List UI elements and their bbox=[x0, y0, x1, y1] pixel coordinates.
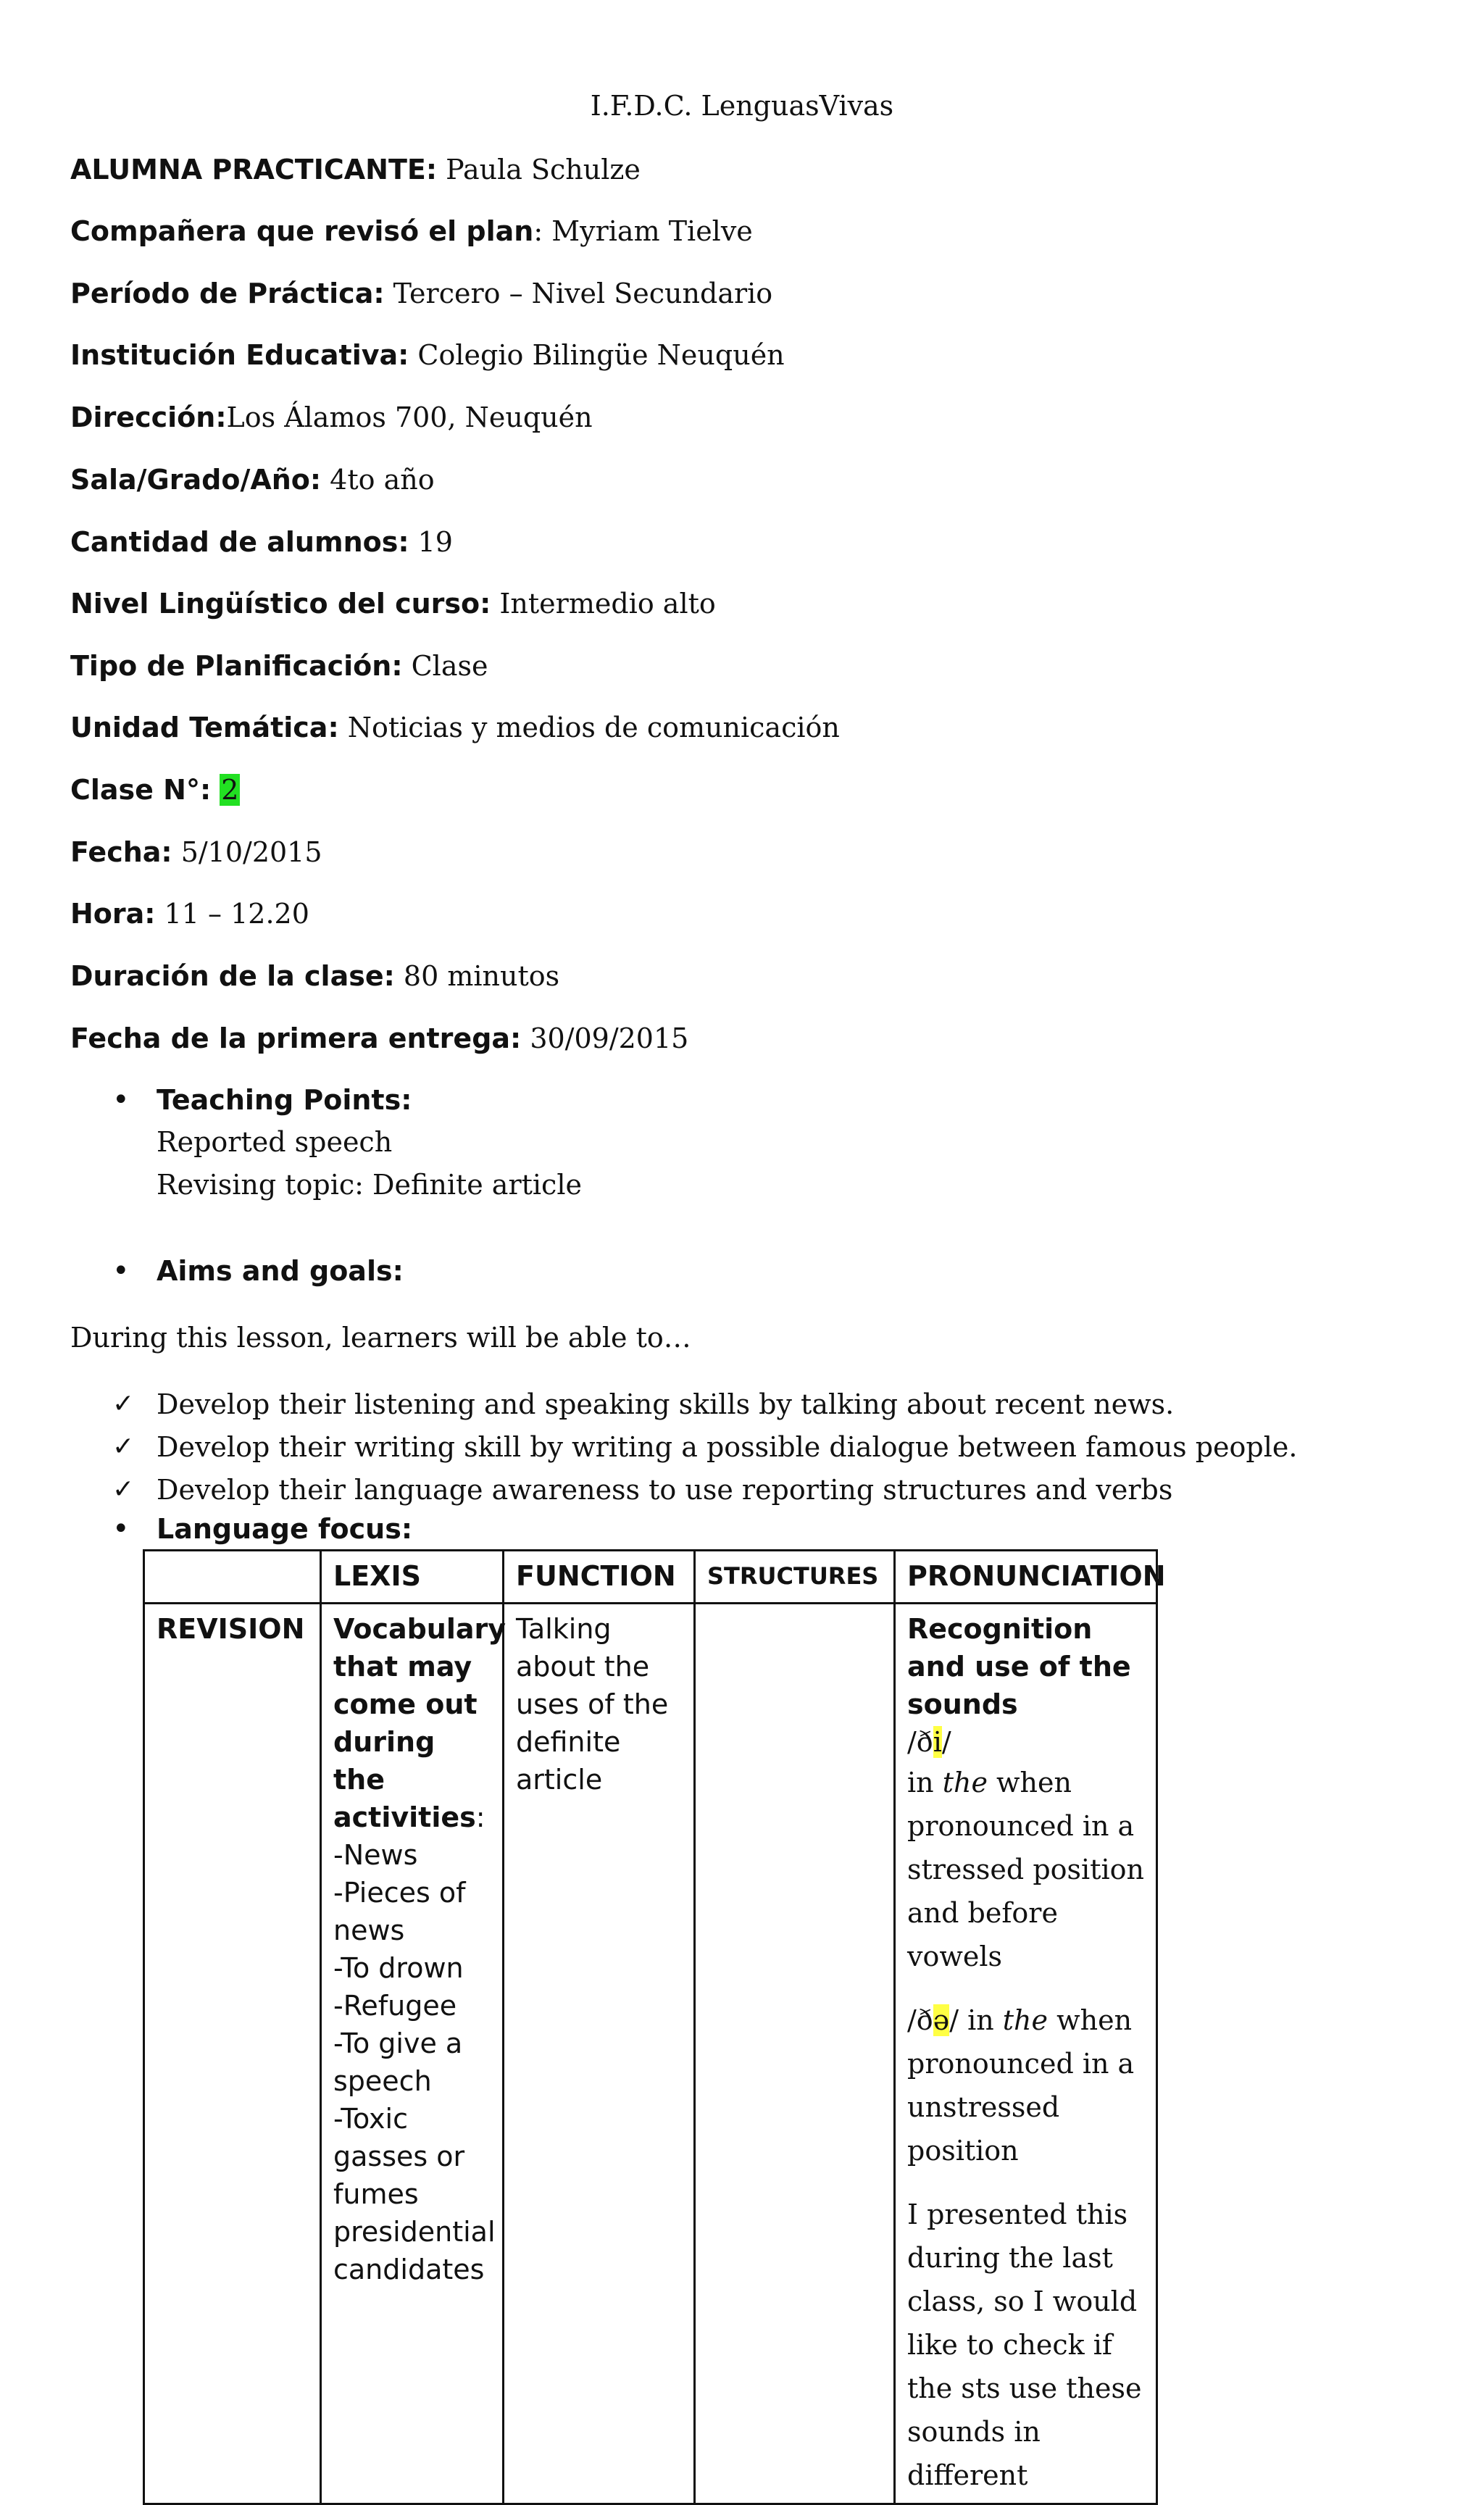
teaching-point-item: Reported speech bbox=[157, 1126, 393, 1158]
field-value: Tercero – Nivel Secundario bbox=[384, 278, 773, 309]
table-header-cell: FUNCTION bbox=[504, 1551, 695, 1604]
table-header-cell: PRONUNCIATION bbox=[895, 1551, 1157, 1604]
field-label: Duración de la clase: bbox=[70, 960, 395, 992]
field-periodo bbox=[70, 273, 772, 314]
bullet-icon: • bbox=[112, 1083, 130, 1117]
teaching-point-item: Revising topic: Definite article bbox=[157, 1169, 582, 1201]
field-value: 11 – 12.20 bbox=[155, 898, 309, 930]
field-value: 80 minutos bbox=[394, 960, 560, 992]
table-row bbox=[144, 1604, 1157, 2504]
lexis-cell bbox=[321, 1604, 507, 2504]
field-institucion bbox=[70, 335, 785, 375]
function-cell: Talking about the uses of the definite article bbox=[504, 1604, 695, 2504]
structures-cell bbox=[695, 1604, 895, 2504]
pron-heading: Recognition and use of the sounds bbox=[907, 1613, 1131, 1720]
aim-item: Develop their writing skill by writing a possible dialogue between famous people. bbox=[157, 1431, 1298, 1463]
bullet-icon: • bbox=[112, 1512, 130, 1546]
field-hora bbox=[70, 893, 309, 934]
lexis-item: -Refugee bbox=[333, 1990, 457, 2022]
pron-p1-the: the bbox=[942, 1767, 988, 1798]
checkmark-icon: ✓ bbox=[112, 1432, 135, 1462]
pron-p1-b: when pronounced in a stressed position and before vowels bbox=[907, 1767, 1144, 1972]
pron-sound-2-highlight: ə bbox=[933, 2004, 950, 2036]
lexis-heading-text: Vocabulary that may come out during the activities bbox=[333, 1613, 507, 1833]
field-companera bbox=[70, 211, 753, 251]
bullet-icon: • bbox=[112, 1254, 130, 1288]
field-alumna bbox=[70, 149, 641, 190]
pronunciation-cell bbox=[895, 1604, 1157, 2504]
field-label: Dirección: bbox=[70, 401, 227, 433]
lexis-heading-colon: : bbox=[475, 1801, 485, 1833]
pron-sound-1-c: / bbox=[941, 1726, 951, 1758]
lexis-item: presidential candidates bbox=[333, 2216, 496, 2285]
field-value: Intermedio alto bbox=[491, 588, 716, 620]
pron-p2-the: the bbox=[1002, 2004, 1049, 2036]
field-cantidad bbox=[70, 522, 453, 562]
pron-p1-a: in bbox=[907, 1767, 943, 1798]
field-label: Sala/Grado/Año: bbox=[70, 464, 322, 496]
field-value: Los Álamos 700, Neuquén bbox=[226, 401, 593, 433]
aim-item: Develop their language awareness to use reporting structures and verbs bbox=[157, 1474, 1173, 1506]
field-value: 30/09/2015 bbox=[521, 1022, 689, 1054]
language-focus-heading: Language focus: bbox=[157, 1513, 413, 1545]
field-label: Nivel Lingüístico del curso: bbox=[70, 588, 491, 620]
pron-sound-2-a: /ð bbox=[907, 2004, 933, 2036]
table-header-row bbox=[144, 1551, 1157, 1604]
pron-sound-1-a: /ð bbox=[907, 1726, 933, 1758]
field-value: Colegio Bilingüe Neuquén bbox=[409, 339, 785, 371]
lexis-item: -Pieces of news bbox=[333, 1877, 466, 1946]
aims-heading: Aims and goals: bbox=[157, 1255, 404, 1287]
table-header-cell: LEXIS bbox=[321, 1551, 504, 1604]
field-value: Paula Schulze bbox=[437, 154, 641, 186]
row-label: REVISION bbox=[144, 1604, 321, 2504]
checkmark-icon: ✓ bbox=[112, 1389, 135, 1419]
pron-sound-1-highlight: i bbox=[933, 1726, 942, 1758]
aim-item: Develop their listening and speaking skills by talking about recent news. bbox=[157, 1388, 1175, 1420]
pron-sound-1 bbox=[907, 1723, 1144, 1761]
pron-sound-2-c: / in bbox=[949, 2004, 1003, 2036]
field-label: Tipo de Planificación: bbox=[70, 650, 403, 682]
field-label: Hora: bbox=[70, 898, 156, 930]
table-header-cell bbox=[144, 1551, 321, 1604]
class-number-highlight: 2 bbox=[221, 774, 239, 806]
pron-paragraph-3: I presented this during the last class, so I would like to check if the sts use these sounds in different bbox=[907, 2198, 1142, 2491]
field-fecha bbox=[70, 832, 322, 872]
field-value: : Myriam Tielve bbox=[533, 215, 753, 247]
checkmark-icon: ✓ bbox=[112, 1475, 135, 1504]
field-sala bbox=[70, 459, 435, 500]
field-value: 4to año bbox=[321, 464, 435, 496]
institution-title: I.F.D.C. LenguasVivas bbox=[590, 90, 894, 122]
lexis-heading bbox=[333, 1613, 506, 1833]
pron-paragraph-1 bbox=[907, 1761, 1144, 1978]
field-value: 19 bbox=[409, 526, 453, 558]
field-nivel bbox=[70, 583, 716, 624]
lexis-item: -Toxic gasses or fumes bbox=[333, 2103, 465, 2210]
teaching-points-heading: Teaching Points: bbox=[157, 1084, 412, 1116]
field-value: Clase bbox=[402, 650, 488, 682]
lexis-item: -News bbox=[333, 1839, 418, 1871]
pron-paragraph-2 bbox=[907, 1998, 1144, 2172]
field-value: Noticias y medios de comunicación bbox=[338, 712, 840, 743]
field-value: 5/10/2015 bbox=[172, 836, 322, 868]
field-label: ALUMNA PRACTICANTE: bbox=[70, 154, 438, 186]
field-label: Clase N°: bbox=[70, 774, 212, 806]
field-unidad bbox=[70, 707, 840, 748]
lexis-item: -To drown bbox=[333, 1952, 464, 1984]
field-direccion bbox=[70, 397, 593, 438]
field-clase bbox=[70, 770, 240, 810]
field-label: Institución Educativa: bbox=[70, 339, 409, 371]
field-label: Fecha de la primera entrega: bbox=[70, 1022, 522, 1054]
field-label: Compañera que revisó el plan bbox=[70, 215, 534, 247]
field-duracion bbox=[70, 956, 559, 996]
pron-p2-b: when pronounced in a unstressed position bbox=[907, 2004, 1135, 2167]
field-tipo bbox=[70, 646, 488, 686]
field-primera-entrega bbox=[70, 1018, 688, 1059]
field-label: Período de Práctica: bbox=[70, 278, 385, 309]
field-label: Unidad Temática: bbox=[70, 712, 339, 743]
table-header-cell: STRUCTURES bbox=[695, 1551, 895, 1604]
aims-intro: During this lesson, learners will be able to… bbox=[70, 1322, 691, 1354]
language-focus-table bbox=[143, 1549, 1166, 2505]
lexis-item: -To give a speech bbox=[333, 2027, 463, 2097]
field-label: Fecha: bbox=[70, 836, 172, 868]
field-label: Cantidad de alumnos: bbox=[70, 526, 409, 558]
